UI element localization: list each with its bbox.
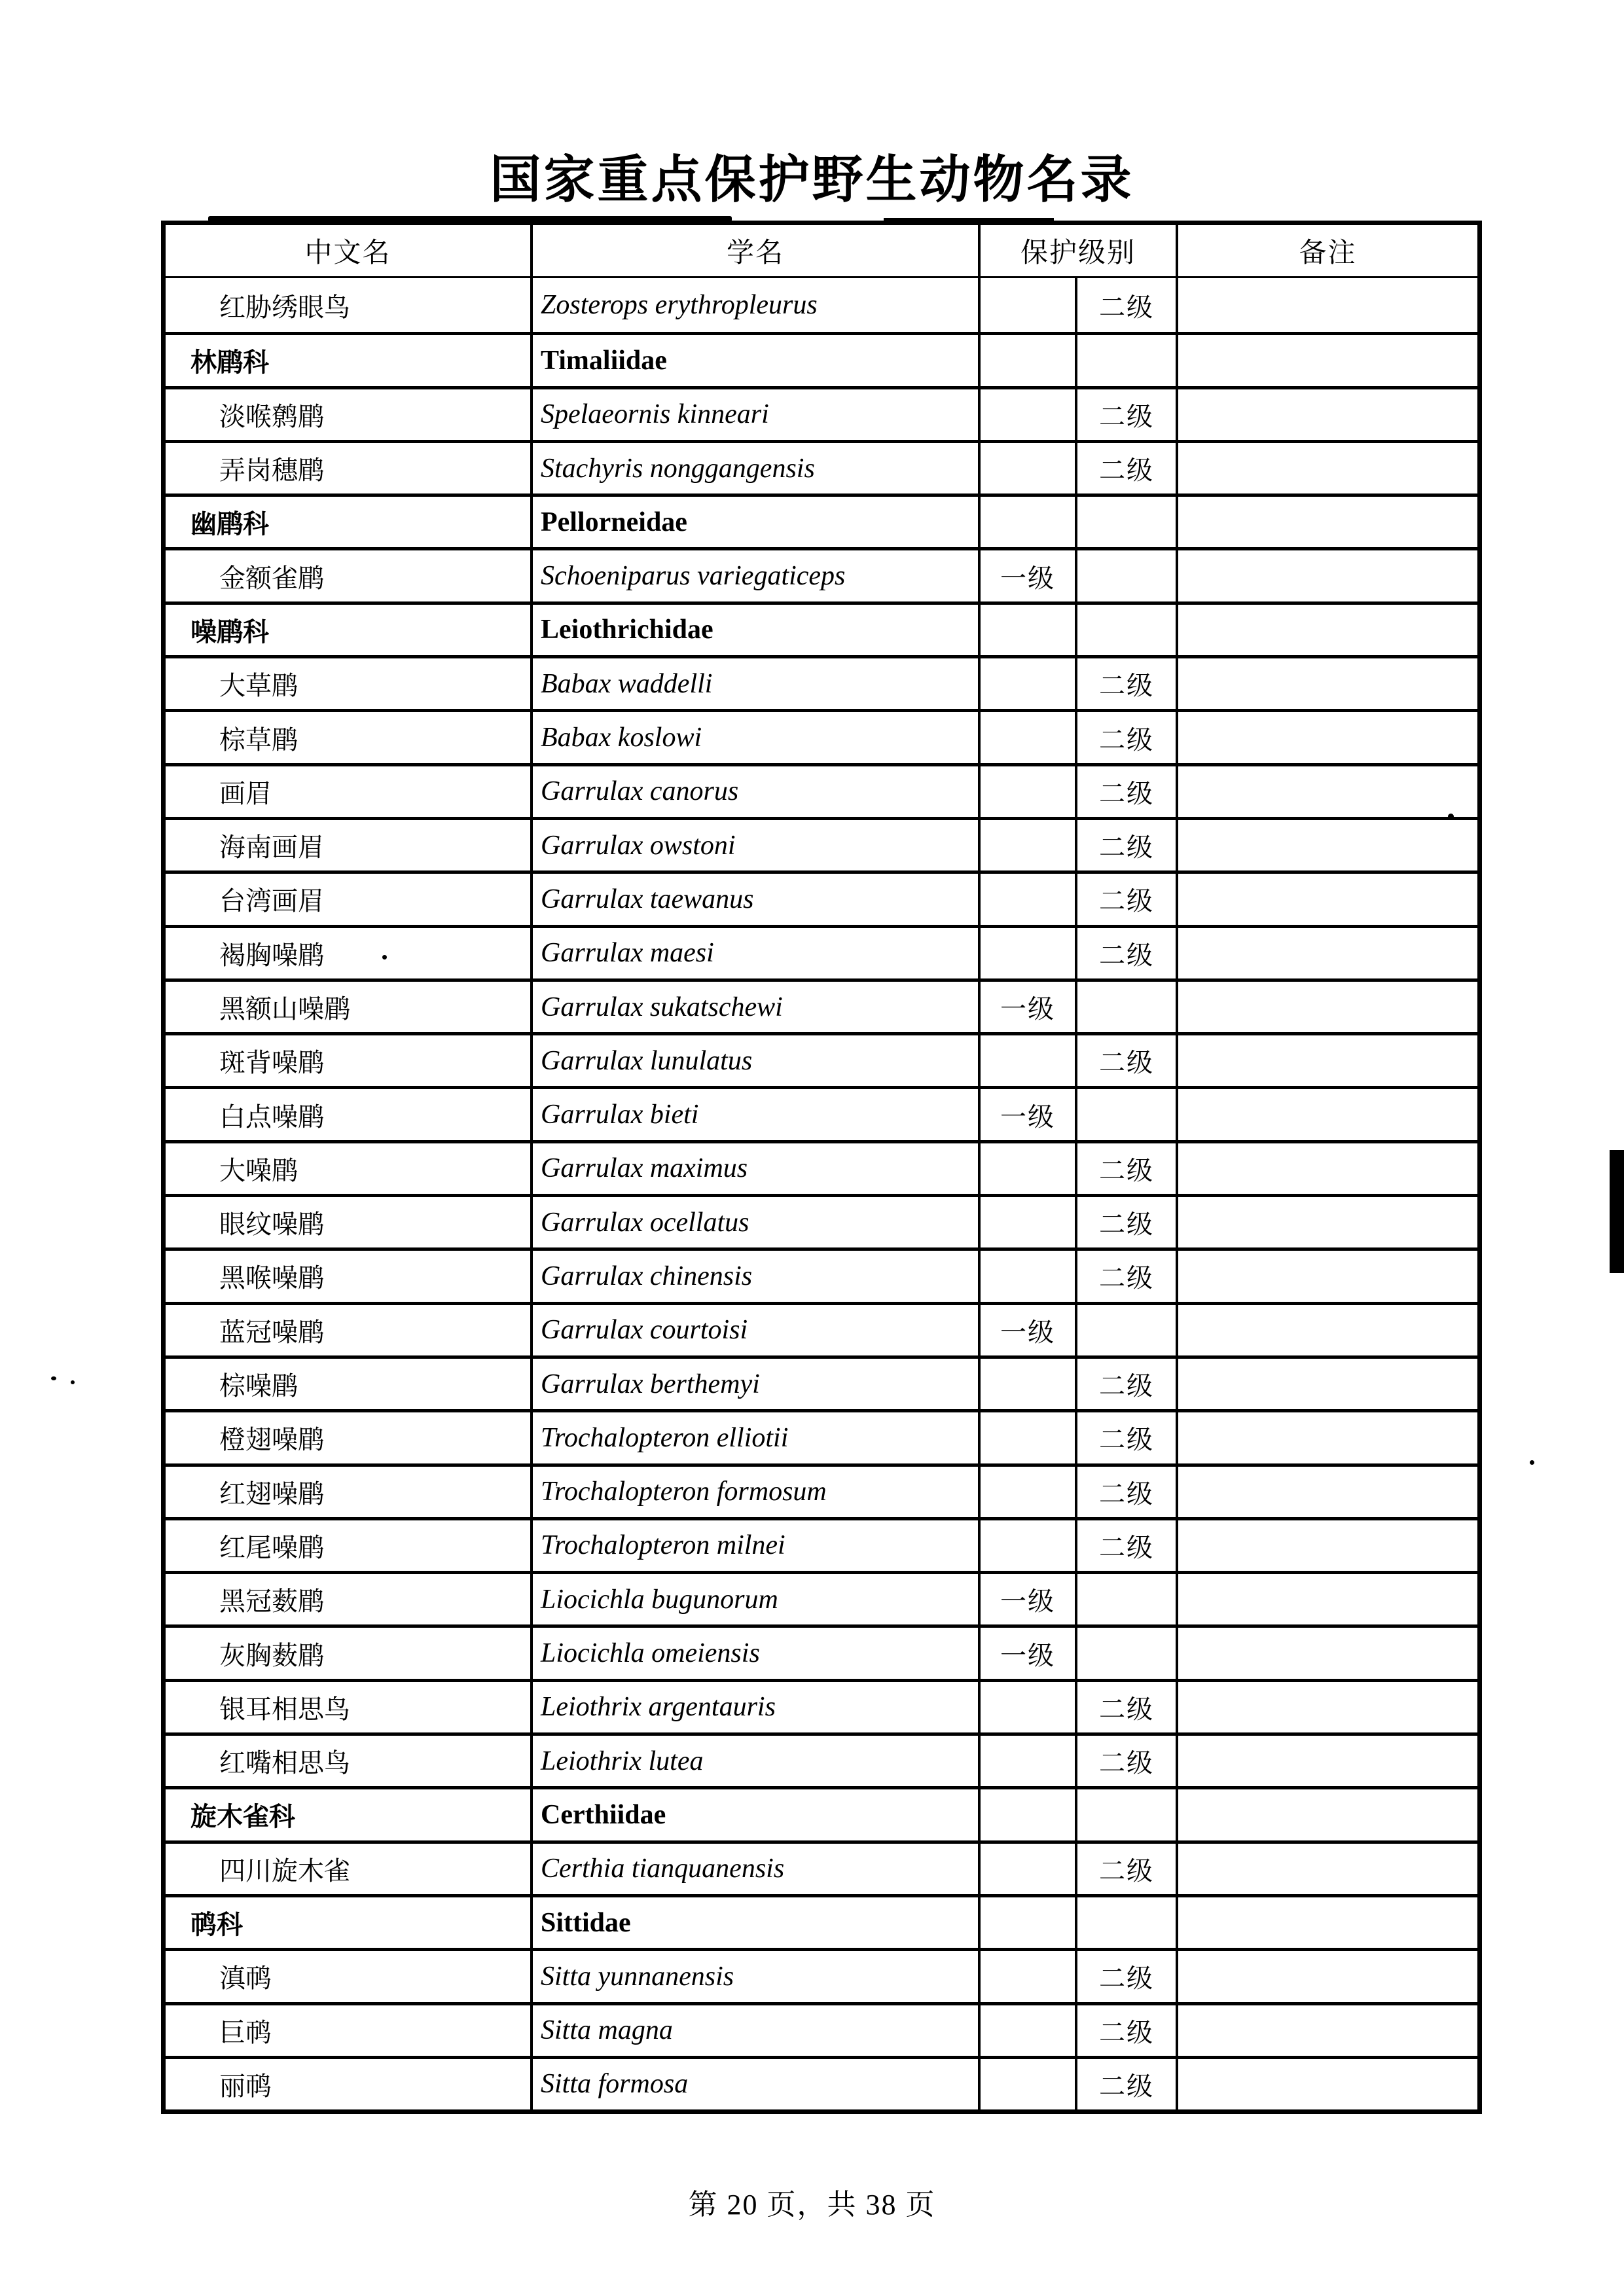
table-row	[166, 1679, 1477, 1732]
scientific-name-cell: Leiothrichidae	[530, 605, 978, 655]
chinese-name-cell: 褐胸噪鹛	[219, 940, 324, 970]
protection-level-class2-cell: 二级	[1075, 1035, 1176, 1086]
scientific-name-cell: Garrulax courtoisi	[530, 1305, 978, 1355]
protection-level-class1-cell	[978, 2059, 1075, 2109]
table-row	[166, 547, 1477, 601]
remarks-cell	[1176, 1897, 1477, 1948]
protection-level-class2-cell: 二级	[1075, 1467, 1176, 1517]
table-row	[166, 1194, 1477, 1247]
scientific-name-cell: Sittidae	[530, 1897, 978, 1948]
chinese-name-cell: 棕噪鹛	[219, 1371, 298, 1401]
table-row	[166, 817, 1477, 870]
scan-artifact-speck	[71, 1380, 75, 1384]
remarks-cell	[1176, 1844, 1477, 1894]
protection-level-class2-cell: 二级	[1075, 928, 1176, 978]
scientific-name-cell: Trochalopteron elliotii	[530, 1412, 978, 1463]
species-table	[161, 221, 1482, 2114]
protection-level-class1-cell	[978, 1897, 1075, 1948]
protection-level-class1-cell	[978, 1467, 1075, 1517]
chinese-name-cell: 黑喉噪鹛	[219, 1263, 324, 1293]
scientific-name-cell: Babax koslowi	[530, 712, 978, 762]
table-row	[166, 1140, 1477, 1194]
protection-level-class2-cell	[1075, 1628, 1176, 1678]
scientific-name-cell: Trochalopteron milnei	[530, 1520, 978, 1571]
scientific-name-cell: Garrulax ocellatus	[530, 1197, 978, 1247]
protection-level-class1-cell	[978, 874, 1075, 924]
remarks-cell	[1176, 766, 1477, 817]
remarks-cell	[1176, 658, 1477, 709]
remarks-cell	[1176, 928, 1477, 978]
remarks-cell	[1176, 1143, 1477, 1194]
protection-level-class1-cell	[978, 443, 1075, 493]
remarks-cell	[1176, 1520, 1477, 1571]
protection-level-class2-cell: 二级	[1075, 1197, 1176, 1247]
remarks-cell	[1176, 1359, 1477, 1409]
remarks-cell	[1176, 1197, 1477, 1247]
chinese-name-cell: 黑冠薮鹛	[219, 1587, 324, 1617]
scientific-name-cell: Garrulax chinensis	[530, 1251, 978, 1301]
table-row	[166, 386, 1477, 440]
protection-level-class1-cell	[978, 497, 1075, 547]
remarks-cell	[1176, 1574, 1477, 1624]
scientific-name-cell: Certhia tianquanensis	[530, 1844, 978, 1894]
protection-level-class1-cell	[978, 1682, 1075, 1732]
scientific-name-cell: Sitta yunnanensis	[530, 1951, 978, 2001]
protection-level-class1-cell	[978, 1143, 1075, 1194]
protection-level-class2-cell: 二级	[1075, 1520, 1176, 1571]
chinese-name-cell: 金额雀鹛	[219, 563, 324, 593]
protection-level-class1-cell: 一级	[978, 1089, 1075, 1139]
remarks-cell	[1176, 550, 1477, 601]
remarks-cell	[1176, 1628, 1477, 1678]
chinese-name-cell: 红尾噪鹛	[219, 1532, 324, 1562]
chinese-name-cell: 白点噪鹛	[219, 1102, 324, 1132]
table-row	[166, 1302, 1477, 1355]
chinese-name-cell: 淡喉鹩鹛	[219, 401, 324, 431]
scientific-name-cell: Garrulax sukatschewi	[530, 982, 978, 1032]
remarks-cell	[1176, 335, 1477, 386]
protection-level-class2-cell: 二级	[1075, 1251, 1176, 1301]
scientific-name-cell: Stachyris nonggangensis	[530, 443, 978, 493]
chinese-name-cell: 滇䴓	[219, 1964, 272, 1994]
chinese-name-cell: 弄岗穗鹛	[219, 456, 324, 486]
table-row	[166, 1894, 1477, 1948]
remarks-cell	[1176, 1467, 1477, 1517]
remarks-cell	[1176, 1035, 1477, 1086]
protection-level-class2-cell: 二级	[1075, 1143, 1176, 1194]
remarks-cell	[1176, 2059, 1477, 2109]
protection-level-class2-cell	[1075, 1789, 1176, 1840]
table-row	[166, 332, 1477, 386]
chinese-name-cell: 蓝冠噪鹛	[219, 1317, 324, 1347]
remarks-cell	[1176, 389, 1477, 440]
protection-level-class1-cell	[978, 766, 1075, 817]
protection-level-class1-cell	[978, 1520, 1075, 1571]
protection-level-class2-cell: 二级	[1075, 766, 1176, 817]
scientific-name-cell: Spelaeornis kinneari	[530, 389, 978, 440]
header-protection-level: 保护级别	[978, 225, 1176, 276]
scientific-name-cell: Schoeniparus variegaticeps	[530, 550, 978, 601]
table-row	[166, 1517, 1477, 1571]
chinese-name-cell: 大草鹛	[219, 671, 298, 701]
protection-level-class2-cell	[1075, 335, 1176, 386]
table-row	[166, 1247, 1477, 1301]
protection-level-class2-cell: 二级	[1075, 1359, 1176, 1409]
chinese-name-cell: 红翅噪鹛	[219, 1479, 324, 1509]
protection-level-class1-cell	[978, 1359, 1075, 1409]
remarks-cell	[1176, 982, 1477, 1032]
table-row	[166, 1732, 1477, 1786]
protection-level-class1-cell	[978, 2005, 1075, 2056]
table-row	[166, 763, 1477, 817]
chinese-name-cell: 黑额山噪鹛	[219, 994, 350, 1024]
protection-level-class1-cell	[978, 335, 1075, 386]
protection-level-class2-cell	[1075, 550, 1176, 601]
protection-level-class1-cell	[978, 1251, 1075, 1301]
remarks-cell	[1176, 1789, 1477, 1840]
protection-level-class2-cell	[1075, 1089, 1176, 1139]
table-row	[166, 1571, 1477, 1624]
chinese-name-cell: 台湾画眉	[219, 886, 324, 916]
protection-level-class2-cell	[1075, 1305, 1176, 1355]
remarks-cell	[1176, 443, 1477, 493]
protection-level-class1-cell	[978, 278, 1075, 332]
header-chinese-name: 中文名	[304, 238, 391, 268]
protection-level-class2-cell	[1075, 605, 1176, 655]
remarks-cell	[1176, 2005, 1477, 2056]
protection-level-class1-cell: 一级	[978, 982, 1075, 1032]
scientific-name-cell: Zosterops erythropleurus	[530, 278, 978, 332]
protection-level-class2-cell: 二级	[1075, 712, 1176, 762]
scientific-name-cell: Babax waddelli	[530, 658, 978, 709]
chinese-name-cell: 噪鹛科	[190, 617, 269, 647]
remarks-cell	[1176, 605, 1477, 655]
chinese-name-cell: 䴓科	[190, 1910, 243, 1940]
remarks-cell	[1176, 712, 1477, 762]
table-row	[166, 278, 1477, 332]
scientific-name-cell: Garrulax owstoni	[530, 820, 978, 870]
scientific-name-cell: Trochalopteron formosum	[530, 1467, 978, 1517]
scientific-name-cell: Sitta formosa	[530, 2059, 978, 2109]
remarks-cell	[1176, 1736, 1477, 1786]
table-row	[166, 1786, 1477, 1840]
page-number-footer: 第 20 页，共 38 页	[688, 2189, 936, 2221]
table-row	[166, 1948, 1477, 2001]
scientific-name-cell: Garrulax maesi	[530, 928, 978, 978]
chinese-name-cell: 旋木雀科	[190, 1802, 295, 1832]
scientific-name-cell: Leiothrix lutea	[530, 1736, 978, 1786]
table-body	[166, 278, 1477, 2109]
chinese-name-cell: 四川旋木雀	[219, 1856, 350, 1886]
scientific-name-cell: Garrulax berthemyi	[530, 1359, 978, 1409]
table-row	[166, 1409, 1477, 1463]
scan-artifact-speck	[51, 1376, 56, 1380]
scan-artifact-smudge	[884, 218, 1054, 222]
protection-level-class1-cell	[978, 1412, 1075, 1463]
protection-level-class2-cell: 二级	[1075, 1844, 1176, 1894]
chinese-name-cell: 画眉	[219, 778, 272, 808]
protection-level-class1-cell	[978, 712, 1075, 762]
protection-level-class2-cell: 二级	[1075, 2059, 1176, 2109]
header-scientific-name: 学名	[530, 225, 978, 276]
chinese-name-cell: 银耳相思鸟	[219, 1694, 350, 1724]
scan-artifact-edge-bar	[1610, 1150, 1624, 1273]
protection-level-class1-cell: 一级	[978, 1574, 1075, 1624]
table-row	[166, 1086, 1477, 1139]
table-header-row	[166, 225, 1477, 278]
page-title: 国家重点保护野生动物名录	[490, 151, 1134, 208]
remarks-cell	[1176, 874, 1477, 924]
chinese-name-cell: 红嘴相思鸟	[219, 1748, 350, 1778]
chinese-name-cell: 红胁绣眼鸟	[219, 292, 350, 322]
table-row	[166, 440, 1477, 493]
protection-level-class1-cell: 一级	[978, 1305, 1075, 1355]
protection-level-class2-cell: 二级	[1075, 1682, 1176, 1732]
protection-level-class2-cell: 二级	[1075, 820, 1176, 870]
protection-level-class1-cell	[978, 1197, 1075, 1247]
chinese-name-cell: 棕草鹛	[219, 725, 298, 755]
chinese-name-cell: 橙翅噪鹛	[219, 1425, 324, 1455]
scan-artifact-smudge	[208, 216, 732, 222]
protection-level-class2-cell: 二级	[1075, 1951, 1176, 2001]
table-row	[166, 1624, 1477, 1678]
protection-level-class2-cell	[1075, 1897, 1176, 1948]
remarks-cell	[1176, 497, 1477, 547]
scientific-name-cell: Pellorneidae	[530, 497, 978, 547]
protection-level-class1-cell	[978, 658, 1075, 709]
remarks-cell	[1176, 1251, 1477, 1301]
scan-artifact-speck	[1530, 1460, 1534, 1465]
remarks-cell	[1176, 1951, 1477, 2001]
protection-level-class2-cell: 二级	[1075, 1412, 1176, 1463]
scientific-name-cell: Garrulax lunulatus	[530, 1035, 978, 1086]
scientific-name-cell: Garrulax bieti	[530, 1089, 978, 1139]
scientific-name-cell: Liocichla omeiensis	[530, 1628, 978, 1678]
scientific-name-cell: Garrulax maximus	[530, 1143, 978, 1194]
scientific-name-cell: Garrulax taewanus	[530, 874, 978, 924]
protection-level-class1-cell	[978, 605, 1075, 655]
chinese-name-cell: 巨䴓	[219, 2017, 272, 2047]
protection-level-class2-cell: 二级	[1075, 874, 1176, 924]
chinese-name-cell: 灰胸薮鹛	[219, 1640, 324, 1670]
remarks-cell	[1176, 278, 1477, 332]
table-row	[166, 978, 1477, 1032]
remarks-cell	[1176, 1412, 1477, 1463]
protection-level-class2-cell: 二级	[1075, 658, 1176, 709]
chinese-name-cell: 海南画眉	[219, 833, 324, 863]
table-row	[166, 1840, 1477, 1894]
table-row	[166, 601, 1477, 655]
protection-level-class1-cell	[978, 1951, 1075, 2001]
protection-level-class2-cell	[1075, 1574, 1176, 1624]
table-row	[166, 709, 1477, 762]
remarks-cell	[1176, 820, 1477, 870]
protection-level-class1-cell	[978, 928, 1075, 978]
chinese-name-cell: 林鹛科	[190, 348, 269, 378]
scientific-name-cell: Timaliidae	[530, 335, 978, 386]
chinese-name-cell: 幽鹛科	[190, 509, 269, 539]
chinese-name-cell: 眼纹噪鹛	[219, 1210, 324, 1240]
table-row	[166, 1032, 1477, 1086]
protection-level-class2-cell	[1075, 982, 1176, 1032]
table-row	[166, 2056, 1477, 2109]
protection-level-class1-cell	[978, 820, 1075, 870]
protection-level-class1-cell	[978, 389, 1075, 440]
table-row	[166, 2002, 1477, 2056]
protection-level-class2-cell: 二级	[1075, 2005, 1176, 2056]
chinese-name-cell: 斑背噪鹛	[219, 1048, 324, 1078]
protection-level-class1-cell: 一级	[978, 550, 1075, 601]
protection-level-class1-cell	[978, 1789, 1075, 1840]
protection-level-class1-cell	[978, 1035, 1075, 1086]
protection-level-class2-cell: 二级	[1075, 1736, 1176, 1786]
table-row	[166, 925, 1477, 978]
remarks-cell	[1176, 1682, 1477, 1732]
table-row	[166, 655, 1477, 709]
table-row	[166, 493, 1477, 547]
protection-level-class2-cell: 二级	[1075, 443, 1176, 493]
scan-artifact-speck	[382, 955, 387, 960]
protection-level-class2-cell	[1075, 497, 1176, 547]
protection-level-class1-cell	[978, 1844, 1075, 1894]
table-row	[166, 870, 1477, 924]
scientific-name-cell: Sitta magna	[530, 2005, 978, 2056]
scientific-name-cell: Leiothrix argentauris	[530, 1682, 978, 1732]
chinese-name-cell: 大噪鹛	[219, 1155, 298, 1185]
protection-level-class2-cell: 二级	[1075, 278, 1176, 332]
table-row	[166, 1355, 1477, 1409]
scientific-name-cell: Garrulax canorus	[530, 766, 978, 817]
protection-level-class1-cell	[978, 1736, 1075, 1786]
scan-artifact-speck	[1448, 814, 1454, 819]
protection-level-class2-cell: 二级	[1075, 389, 1176, 440]
header-remarks: 备注	[1176, 225, 1477, 276]
chinese-name-cell: 丽䴓	[219, 2071, 272, 2101]
remarks-cell	[1176, 1305, 1477, 1355]
scientific-name-cell: Liocichla bugunorum	[530, 1574, 978, 1624]
table-row	[166, 1463, 1477, 1517]
remarks-cell	[1176, 1089, 1477, 1139]
protection-level-class1-cell: 一级	[978, 1628, 1075, 1678]
scientific-name-cell: Certhiidae	[530, 1789, 978, 1840]
